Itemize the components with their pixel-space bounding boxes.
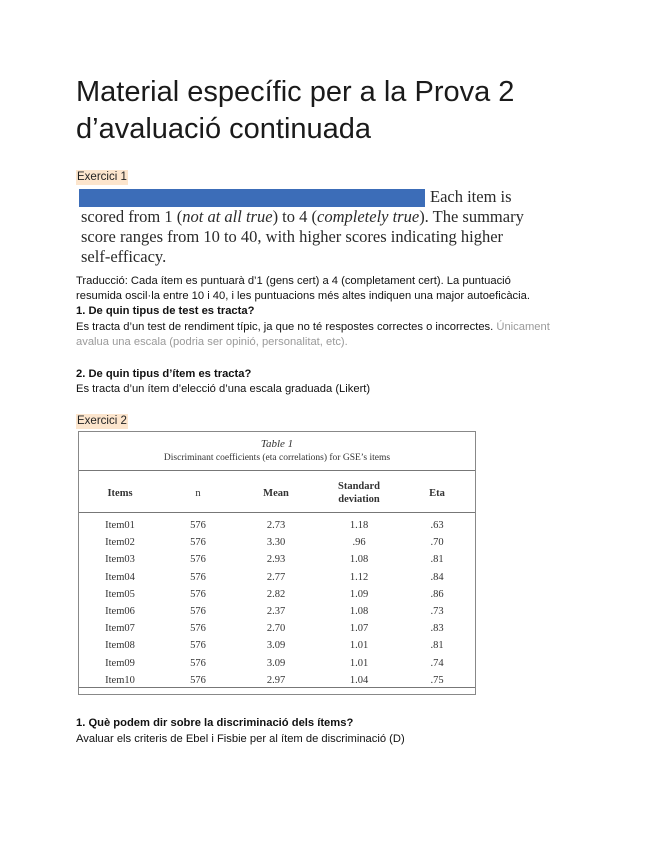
header-mean: Mean	[263, 488, 289, 499]
table-cell: 1.04	[349, 674, 369, 686]
scan-line-2	[81, 207, 524, 227]
table-cell: Item04	[105, 571, 135, 583]
exercise-2-question-1: 1. Què podem dir sobre la discriminació dels ítems?	[76, 717, 354, 729]
table-cell: 576	[190, 606, 206, 617]
scan-line-1: Each item is	[430, 187, 512, 206]
table-cell: 576	[190, 623, 206, 635]
table-cell: .96	[352, 537, 366, 549]
table-subtitle: Discriminant coefficients (eta correlations) for GSE’s items	[163, 453, 391, 463]
scanned-table	[78, 431, 476, 695]
header-sd	[327, 480, 391, 506]
scan-line-3: score ranges from 10 to 40, with higher scores indicating higher	[81, 227, 504, 246]
table-rule	[79, 512, 475, 513]
table-cell: 1.08	[349, 554, 369, 566]
redacted-bar	[79, 189, 425, 207]
title-line-1: Material específic per a la Prova 2	[76, 76, 515, 108]
table-cell: 2.97	[266, 674, 286, 686]
table-cell: 1.12	[349, 571, 369, 583]
table-cell: 576	[190, 657, 206, 669]
scanned-excerpt	[76, 184, 536, 270]
table-cell: .83	[430, 623, 444, 635]
table-cell: 576	[190, 640, 206, 652]
table-cell: 576	[190, 588, 206, 600]
table-cell: Item10	[105, 674, 135, 686]
table-cell: .74	[430, 657, 444, 669]
table-rule	[79, 687, 475, 688]
table-cell: 576	[190, 674, 206, 686]
scan-line-4: self-efficacy.	[81, 247, 167, 266]
scan-text: ) to 4 (	[272, 207, 318, 226]
table-cell: 3.09	[266, 640, 286, 652]
answer-1-line-1	[76, 320, 550, 335]
title-line-2: d’avaluació continuada	[76, 113, 372, 145]
table-cell: 576	[190, 554, 206, 566]
table-cell: 576	[190, 537, 206, 549]
header-eta: Eta	[429, 488, 445, 499]
translation-line-2: resumida oscil·la entre 10 i 40, i les puntuacions més altes indiquen una major autoeficàcia.	[76, 290, 530, 302]
table-cell: 1.01	[349, 640, 369, 652]
header-sd-line1: Standard	[337, 481, 380, 492]
translation-line-1: Traducció: Cada ítem es puntuarà d’1 (gens cert) a 4 (completament cert). La puntuació	[76, 275, 511, 287]
table-cell: .84	[430, 571, 444, 583]
page-title	[76, 74, 596, 148]
table-cell: 2.73	[266, 520, 286, 531]
table-cell: 2.70	[266, 623, 286, 635]
table-cell: Item08	[105, 640, 135, 652]
table-cell: 2.93	[266, 554, 286, 566]
table-cell: 576	[190, 571, 206, 583]
table-cell: Item03	[105, 554, 135, 566]
table-caption: Table 1	[260, 438, 294, 450]
table-cell: Item01	[105, 520, 135, 531]
table-cell: .75	[430, 674, 444, 686]
table-cell: .70	[430, 537, 444, 549]
scan-italic: completely true	[317, 207, 420, 226]
question-2: 2. De quin tipus d’ítem es tracta?	[76, 368, 252, 380]
table-cell: .81	[430, 640, 444, 652]
table-cell: .63	[430, 520, 444, 531]
table-cell: Item07	[105, 623, 135, 635]
table-cell: 1.18	[349, 520, 369, 531]
table-cell: 2.82	[266, 588, 286, 600]
table-cell: 1.09	[349, 588, 369, 600]
table-cell: 1.07	[349, 623, 369, 635]
header-n: n	[195, 488, 201, 499]
table-cell: 2.37	[266, 606, 286, 617]
table-cell: 576	[190, 520, 206, 531]
exercise-1-label: Exercici 1	[77, 171, 127, 183]
answer-2: Es tracta d’un ítem d’elecció d’una escala graduada (Likert)	[76, 383, 371, 395]
table-cell: .86	[430, 588, 444, 600]
answer-1-line-2: avalua una escala (podria ser opinió, personalitat, etc).	[76, 336, 348, 348]
table-cell: .73	[430, 606, 444, 617]
table-cell: 1.08	[349, 606, 369, 617]
table-cell: 1.01	[349, 657, 369, 669]
header-items: Items	[107, 488, 133, 499]
table-cell: Item02	[105, 537, 135, 549]
header-sd-line2: deviation	[338, 494, 380, 505]
table-cell: Item06	[105, 606, 135, 617]
exercise-2-label: Exercici 2	[77, 415, 127, 427]
table-cell: Item05	[105, 588, 135, 600]
answer-1-grey: Únicament	[496, 321, 550, 333]
table-cell: .81	[430, 554, 444, 566]
scan-text: scored from 1 (	[81, 207, 183, 226]
table-rule	[79, 470, 475, 471]
answer-1-text: Es tracta d’un test de rendiment típic, ja que no té respostes correctes o incorrectes.	[76, 321, 494, 333]
table-cell: 3.30	[266, 537, 286, 549]
scan-italic: not at all true	[182, 207, 273, 226]
table-cell: 3.09	[266, 657, 286, 669]
scan-text: ). The summary	[419, 207, 524, 226]
table-cell: 2.77	[266, 571, 286, 583]
table-cell: Item09	[105, 657, 135, 669]
question-1: 1. De quin tipus de test es tracta?	[76, 305, 255, 317]
exercise-2-answer-1: Avaluar els criteris de Ebel i Fisbie per al ítem de discriminació (D)	[76, 733, 405, 745]
